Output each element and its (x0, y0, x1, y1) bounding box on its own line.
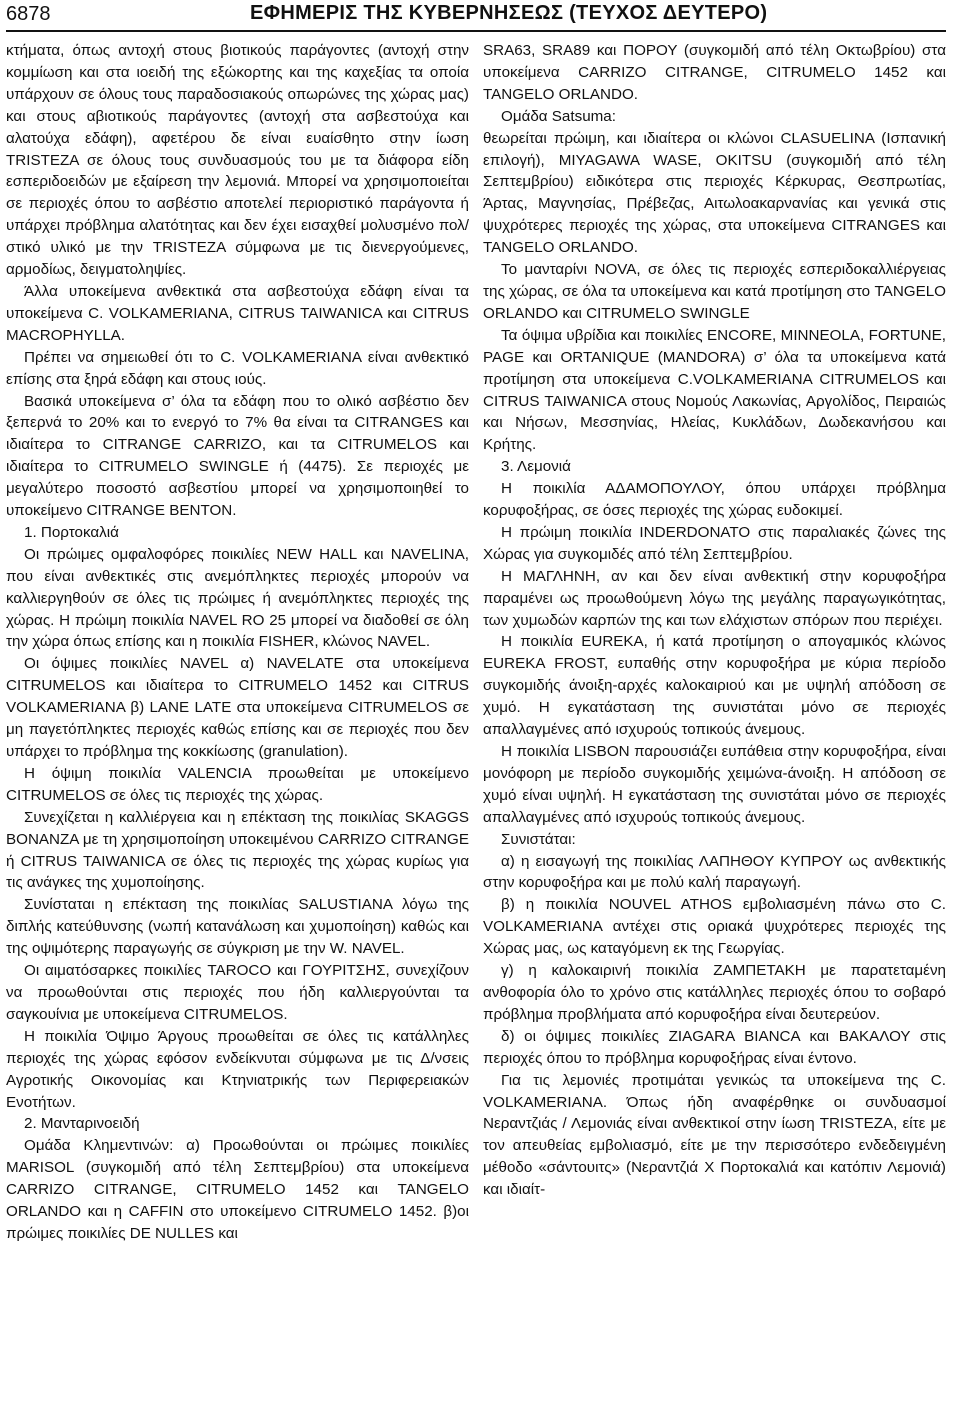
section-heading: Συνιστάται: (501, 830, 576, 848)
header-rule (6, 30, 946, 32)
paragraph: Η ποικιλία LISBON παρουσιάζει ευπάθεια στην κορυφοξήρα, είναι μονόφορη με περίοδο συγκομιδής χειμώνα-άνοιξη. Η απόδοση σε χυμό είναι υψηλή. Η εγκατάσταση της συνιστάται μόνο σε περιοχές απαλλαγμένες από ισχυρούς τοπικούς άνεμους. (483, 743, 946, 826)
paragraph: Βασικά υποκείμενα σ’ όλα τα εδάφη που το ολικό ασβέστιο δεν ξεπερνά το 20% και το ενεργό το 7% θα είναι τα CITRANGES και ιδιαίτερα το CITRANGE CARRIZO, και τα CITRUMELOS και ιδιαίτερα το CITRUMELO SWINGLE ή (4475). Σε περιοχές με μεγαλύτερο ποσοστό ασβεστίου μπορεί να χρησιμοποιηθεί το υποκείμενο CITRANGE BENTON. (6, 392, 469, 520)
paragraph: θεωρείται πρώιμη, και ιδιαίτερα οι κλώνοι CLASUELINA (Ισπανική επιλογή), MIYAGAWA WASE, OKITSU (συγκομιδή από τέλη Σεπτεμβρίου) ειδικότερα στις περιοχές Κέρκυρας, Θεσπρωτίας, Άρτας, Μαγνησίας, Πρέβεζας, Αιτωλοακαρνανίας και γενικά στις ψυχρότερες περιοχές της χώρας, στα υποκείμενα CITRANGES και TANGELO ORLANDO. (483, 129, 946, 257)
right-column (483, 40, 946, 1420)
paragraph: Η ποικιλία ΑΔΑΜΟΠΟΥΛΟΥ, όπου υπάρχει πρόβλημα κορυφοξήρας, σε όσες περιοχές της χώρας ευδοκιμεί. (483, 480, 946, 520)
paragraph: Πρέπει να σημειωθεί ότι το C. VOLKAMERIANA είναι ανθεκτικό επίσης στα ξηρά εδάφη και στους ιούς. (6, 348, 469, 388)
paragraph: SRA63, SRA89 και ΠΟΡΟΥ (συγκομιδή από τέλη Οκτωβρίου) στα υποκείμενα CARRIZO CITRANGE, CITRUMELO 1452 και TANGELO ORLANDO. (483, 42, 946, 103)
paragraph: γ) η καλοκαιρινή ποικιλία ΖΑΜΠΕΤΑΚΗ με παρατεταμένη ανθοφορία όλο το χρόνο στις κατάλληλες περιοχές όπου το σοβαρό πρόβλημα προβλήματα από κορυφοξήρα είναι δευτερεύον. (483, 962, 946, 1023)
paragraph: Για τις λεμονιές προτιμάται γενικώς τα υποκείμενα της C. VOLKAMERIANA. Όπως ήδη αναφέρθηκε οι συνδυασμοί Νεραντζιάς / Λεμονιάς είναι ανθεκτικοί στην ίωση TRISTEZA, είτε με τον απευθείας εμβολιασμό, είτε με την περισσότερο ενδεδειγμένη μέθοδο «σάντουιτς» (Νεραντζιά Χ Πορτοκαλιά και κατόπιν Λεμονιά) και ιδιαίτ- (483, 1071, 946, 1199)
text-columns (6, 40, 946, 1420)
section-heading: 1. Πορτοκαλιά (24, 523, 119, 541)
section-heading: Ομάδα Satsuma: (501, 107, 616, 125)
paragraph: Η ποικιλία Όψιμο Άργους προωθείται σε όλες τις κατάλληλες περιοχές της χώρας εφόσον ενδείκνυται σύμφωνα με τις Δ/νσεις Αγροτικής Οικονομίας και Κτηνιατρικής των Περιφερειακών Ενοτήτων. (6, 1027, 469, 1111)
paragraph: Συνίσταται η επέκταση της ποικιλίας SALUSTIANA λόγω της διπλής κατεύθυνσης (νωπή κατανάλωση και χυμοποίηση) καθώς και της οψιμότερης παραγωγής σε σύγκριση με την W. NAVEL. (6, 896, 469, 958)
paragraph: Τα όψιμα υβρίδια και ποικιλίες ENCORE, MINNEOLA, FORTUNE, PAGE και ORTANIQUE (MANDORA) σ’ όλα τα υποκείμενα κατά προτίμηση στα υποκείμενα C.VOLKAMERIANA CITRUMELOS και CITRUS TAIWANICA στους Νομούς Λακωνίας, Αργολίδος, Πειραιώς και Νήσων, Μεσσηνίας, Ηλείας, Κυκλάδων, Δωδεκανήσου και Κρήτης. (483, 326, 946, 454)
paragraph: Άλλα υποκείμενα ανθεκτικά στα ασβεστούχα εδάφη είναι τα υποκείμενα C. VOLKAMERIANA, CITRUS TAIWANICA και CITRUS MACROPHYLLA. (6, 282, 469, 344)
journal-title: ΕΦΗΜΕΡΙΣ ΤΗΣ ΚΥΒΕΡΝΗΣΕΩΣ (ΤΕΥΧΟΣ ΔΕΥΤΕΡΟ) (250, 2, 768, 24)
paragraph: β) η ποικιλία NOUVEL ATHOS εμβολιασμένη πάνω στο C. VOLKAMERIANA αντέχει στις οριακά ψυχρότερες περιοχές της Χώρας μας, ως καταγόμενη εκ της Γεωργίας. (483, 896, 946, 958)
section-heading: 2. Μανταρινοειδή (24, 1115, 140, 1133)
left-column (6, 40, 469, 1420)
paragraph: Η ποικιλία EUREKA, ή κατά προτίμηση ο απογαμικός κλώνος EUREKA FROST, ευπαθής στην κορυφοξήρα με κύρια περίοδο συγκομιδής άνοιξη-αρχές καλοκαιριού και με υψηλή απόδοση σε χυμό. Η εγκατάσταση της συνιστάται μόνο σε περιοχές απαλλαγμένες από ισχυρούς τοπικούς άνεμους. (483, 633, 946, 739)
section-heading: 3. Λεμονιά (501, 458, 571, 476)
paragraph: Το μανταρίνι NOVA, σε όλες τις περιοχές εσπεριδοκαλλιέργειας της χώρας, σε όλα τα υποκείμενα και κατά προτίμηση στο TANGELO ORLANDO και CITRUMELO SWINGLE (483, 261, 946, 322)
page-header (0, 0, 960, 28)
paragraph: Οι πρώιμες ομφαλοφόρες ποικιλίες NEW HALL και NAVELINA, που είναι ανθεκτικές στις ανεμόπληκτες περιοχές μπορούν να καλλιεργηθούν σε όλες τις πρώιμες ή ανεμόπληκτες περιοχές της χώρας. Η πρώιμη ποικιλία NAVEL RO 25 μπορεί να διαδοθεί σε όλη την χώρα όπως επίσης και η ποικιλία FISHER, κλώνος NAVEL. (6, 545, 469, 651)
paragraph: δ) οι όψιμες ποικιλίες ZIAGARA BIANCA και ΒΑΚΑΛΟΥ στις περιοχές όπου το πρόβλημα κορυφοξήρας είναι έντονο. (483, 1027, 946, 1067)
paragraph: Η όψιμη ποικιλία VALENCIA προωθείται με υποκείμενο CITRUMELOS σε όλες τις περιοχές της χώρας. (6, 764, 469, 804)
paragraph: Συνεχίζεται η καλλιέργεια και η επέκταση της ποικιλίας SKAGGS BONANZA με τη χρησιμοποίηση υποκειμένου CARRIZO CITRANGE ή CITRUS TAIWANICA σε όλες τις περιοχές της χώρας κυρίως για τις ανάγκες της χυμοποίησης. (6, 808, 469, 892)
paragraph: κτήματα, όπως αντοχή στους βιοτικούς παράγοντες (αντοχή στην κομμίωση και στα ιοειδή της εξώκορτης και της καχεξίας τα οποία υπάρχουν σε όλους τους παραδοσιακούς οπωρώνες της χώρας μας) και στους αβιοτικούς παράγοντες (αντοχή στα ασβεστούχα και αλατούχα εδάφη), αφετέρου δε είναι ευαίσθητο στην ίωση TRISTEZA σε όλους τους συνδυασμούς του με τα διάφορα είδη εσπεριδοειδών με εξαίρεση την λεμονιά. Μπορεί να χρησιμοποιείται σε περιοχές όπου το ασβέστιο αποτελεί περιοριστικό παράγοντα ή υπάρχει πρόβλημα αλατότητας και δεν έχει εισαχθεί μολυσμένο πολ/στικό υλικό με την TRISTEZA σύμφωνα με τις διενεργούμενες, αρμοδίως, δειγματοληψίες. (6, 42, 469, 279)
paragraph: α) η εισαγωγή της ποικιλίας ΛΑΠΗΘΟΥ ΚΥΠΡΟΥ ως ανθεκτικής στην κορυφοξήρα και με πολύ καλή παραγωγή. (483, 852, 946, 892)
paragraph: Η πρώιμη ποικιλία INDERDONATO στις παραλιακές ζώνες της Χώρας για συγκομιδές από τέλη Σεπτεμβρίου. (483, 523, 946, 563)
paragraph: Ομάδα Κλημεντινών: α) Προωθούνται οι πρώιμες ποικιλίες MARISOL (συγκομιδή από τέλη Σεπτεμβρίου) στα υποκείμενα CARRIZO CITRANGE, CITRUMELO 1452 και TANGELO ORLANDO και η CAFFIN στο υποκείμενο CITRUMELO 1452. β)οι πρώιμες ποικιλίες DE NULLES και (6, 1137, 469, 1242)
page-number: 6878 (6, 2, 51, 25)
paragraph: Η ΜΑΓΛΗΝΗ, αν και δεν είναι ανθεκτική στην κορυφοξήρα παραμένει ως προωθούμενη λόγω της μεγάλης παραγωγικότητας, των χυμωδών καρπών της και των ελάχιστων σπόρων που περιέχει. (483, 567, 946, 629)
paragraph: Οι όψιμες ποικιλίες NAVEL α) NAVELATE στα υποκείμενα CITRUMELOS και ιδιαίτερα το CITRUMELO 1452 και CITRUS VOLKAMERIANA β) LANE LATE στα υποκείμενα CITRUMELOS σε μη παγετόπληκτες περιοχές καθώς επίσης και σε περιοχές που δεν υπάρχει το πρόβλημα της κοκκίωσης (granulation). (6, 655, 469, 760)
paragraph: Οι αιματόσαρκες ποικιλίες TAROCO και ΓΟΥΡΙΤΣΗΣ, συνεχίζουν να προωθούνται στις περιοχές που ήδη καλλιεργούνται τα σαγκουίνια με υποκείμενα CITRUMELOS. (6, 962, 469, 1023)
